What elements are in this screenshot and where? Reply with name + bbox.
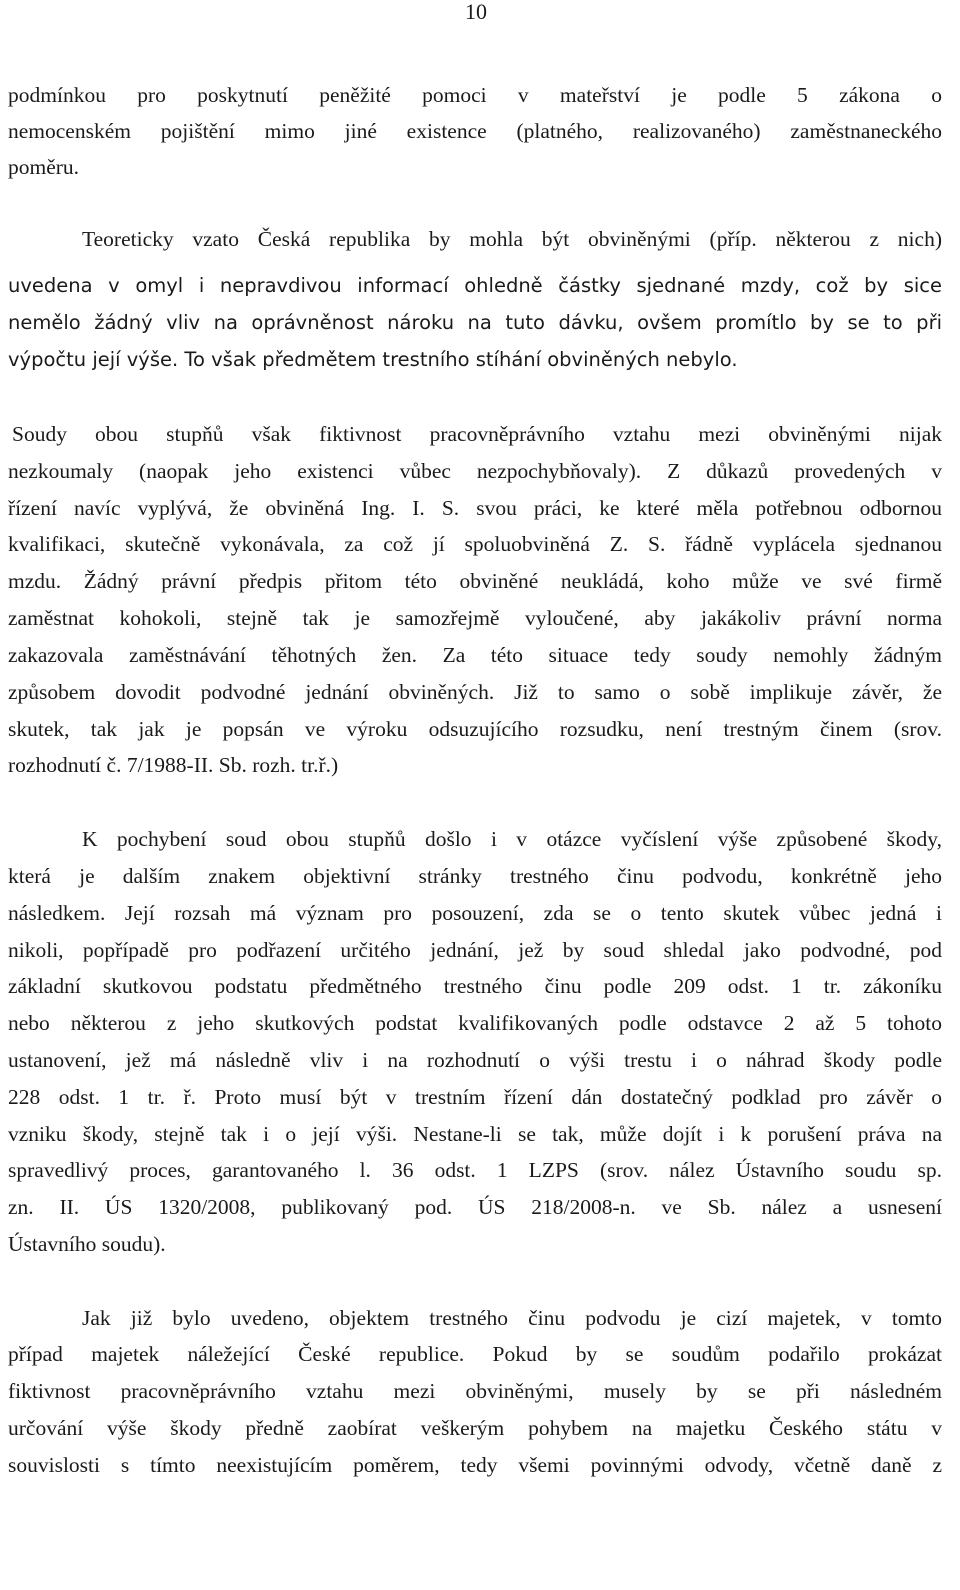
text-line: způsobem dovodit podvodné jednání obviněných. Již to samo o sobě implikuje závěr, že <box>8 680 942 704</box>
text-line: nikoli, popřípadě pro podřazení určitého jednání, jež by soud shledal jako podvodné, pod <box>8 938 942 962</box>
text-line: základní skutkovou podstatu předmětného trestného činu podle 209 odst. 1 tr. zákoníku <box>8 974 942 998</box>
text-line: souvislosti s tímto neexistujícím poměrem, tedy všemi povinnými odvody, včetně daně z <box>8 1453 942 1477</box>
text-line: kvalifikaci, skutečně vykonávala, za což jí spoluobviněná Z. S. řádně vyplácela sjednanou <box>8 532 942 556</box>
text-line: Jak již bylo uvedeno, objektem trestného činu podvodu je cizí majetek, v tomto <box>82 1306 942 1330</box>
text-line: výpočtu její výše. To však předmětem trestního stíhání obviněných nebylo. <box>8 348 738 371</box>
text-line: zakazovala zaměstnávání těhotných žen. Za této situace tedy soudy nemohly žádným <box>8 643 942 667</box>
text-line: určování výše škody předně zaobírat veškerým pohybem na majetku Českého státu v <box>8 1416 942 1440</box>
text-line: následkem. Její rozsah má význam pro posouzení, zda se o tento skutek vůbec jedná i <box>8 901 942 925</box>
text-line: nezkoumaly (naopak jeho existenci vůbec nezpochybňovaly). Z důkazů provedených v <box>8 459 942 483</box>
text-line: vzniku škody, stejně tak i o její výši. Nestane-li se tak, může dojít i k porušení práva na <box>8 1122 942 1146</box>
text-line: Soudy obou stupňů však fiktivnost pracovněprávního vztahu mezi obviněnými nijak <box>12 422 942 446</box>
text-line: rozhodnutí č. 7/1988-II. Sb. rozh. tr.ř.) <box>8 753 339 777</box>
text-line: řízení navíc vyplývá, že obviněná Ing. I. S. svou práci, ke které měla potřebnou odbornou <box>8 496 942 520</box>
text-line: uvedena v omyl i nepravdivou informací ohledně částky sjednané mzdy, což by sice <box>8 274 942 297</box>
text-line: nemocenském pojištění mimo jiné existence (platného, realizovaného) zaměstnaneckého <box>8 119 942 143</box>
text-line: spravedlivý proces, garantovaného l. 36 odst. 1 LZPS (srov. nález Ústavního soudu sp. <box>8 1158 942 1182</box>
text-line: skutek, tak jak je popsán ve výroku odsuzujícího rozsudku, není trestným činem (srov. <box>8 717 942 741</box>
text-line: zaměstnat kohokoli, stejně tak je samozřejmě vyloučené, aby jakákoliv právní norma <box>8 606 942 630</box>
text-line: Teoreticky vzato Česká republika by mohla být obviněnými (příp. některou z nich) <box>82 227 942 251</box>
text-line: poměru. <box>8 155 80 179</box>
text-line: nemělo žádný vliv na oprávněnost nároku na tuto dávku, ovšem promítlo by se to při <box>8 311 942 334</box>
text-line: nebo některou z jeho skutkových podstat kvalifikovaných podle odstavce 2 až 5 tohoto <box>8 1011 942 1035</box>
page-number: 10 <box>465 0 487 24</box>
text-line: podmínkou pro poskytnutí peněžité pomoci v mateřství je podle 5 zákona o <box>8 83 942 107</box>
text-line: K pochybení soud obou stupňů došlo i v otázce vyčíslení výše způsobené škody, <box>82 827 942 851</box>
text-line: fiktivnost pracovněprávního vztahu mezi obviněnými, musely by se při následném <box>8 1379 942 1403</box>
text-line: která je dalším znakem objektivní stránky trestného činu podvodu, konkrétně jeho <box>8 864 942 888</box>
text-line: případ majetek náležející České republice. Pokud by se soudům podařilo prokázat <box>8 1342 942 1366</box>
text-line: zn. II. ÚS 1320/2008, publikovaný pod. ÚS 218/2008-n. ve Sb. nález a usnesení <box>8 1195 942 1219</box>
text-line: 228 odst. 1 tr. ř. Proto musí být v trestním řízení dán dostatečný podklad pro závěr o <box>8 1085 942 1109</box>
text-line: ustanovení, jež má následně vliv i na rozhodnutí o výši trestu i o náhrad škody podle <box>8 1048 942 1072</box>
text-line: mzdu. Žádný právní předpis přitom této obviněné neukládá, koho může ve své firmě <box>8 569 942 593</box>
text-line: Ústavního soudu). <box>8 1232 166 1256</box>
